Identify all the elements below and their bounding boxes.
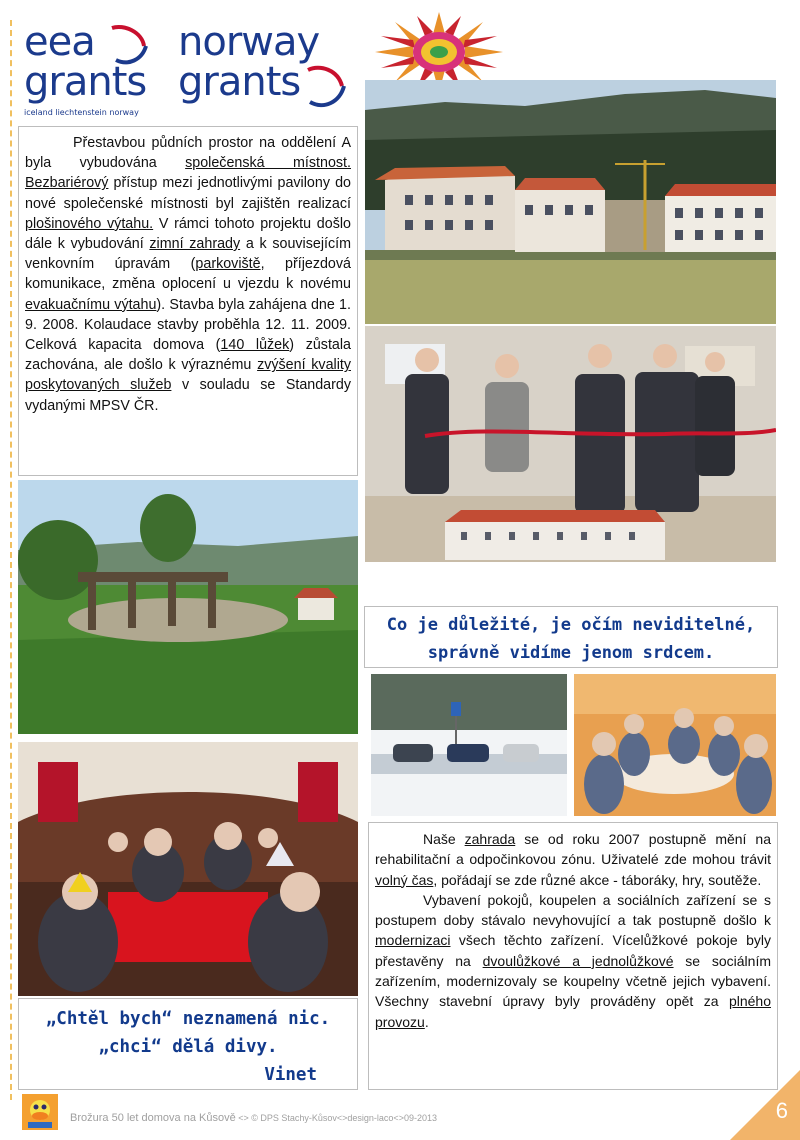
eea-swirl-icon: [24, 19, 174, 117]
eea-line2: grants: [24, 59, 147, 105]
text-segment: v souladu se Standardy vydanými MPSV ČR.: [25, 377, 351, 414]
ribbon-cutting-photo: [365, 326, 776, 562]
underlined-text: evakuačnímu výtahu: [25, 296, 157, 313]
building-exterior-image: [365, 80, 776, 324]
norway-line1: norway: [178, 19, 320, 65]
underlined-text: parkoviště: [195, 256, 261, 273]
text-segment: Naše: [423, 831, 465, 847]
text-segment: Přestavbou půdních prostor na oddělení A byla vybudována: [25, 135, 351, 172]
eea-line1: eea: [24, 19, 95, 65]
footer-copyright: <> © DPS Stachy-Kůsov<>design-laco<>09-2013: [235, 1113, 437, 1123]
underlined-text: plného provozu: [375, 993, 771, 1030]
party-celebration-photo: [18, 742, 358, 996]
duck-mascot-icon: [22, 1094, 58, 1130]
quote-little-prince: [364, 606, 778, 668]
quote-vinet: [18, 998, 358, 1090]
margin-dashed-line: [10, 20, 12, 1100]
eea-grants-logo: [24, 19, 174, 117]
quote1-line2: správně vidíme jenom srdcem.: [427, 643, 715, 663]
eea-tagline: iceland liechtenstein norway: [24, 108, 139, 117]
underlined-text: volný čas: [375, 871, 434, 888]
text-segment: Vybavení pokojů, koupelen a sociálních zařízení se s postupem doby stávalo nevyhovující a tak postupně došlo k: [375, 891, 771, 929]
text-segment: , příjezdová komunikace, změna oplocení u vjezdu k novému: [25, 256, 351, 293]
text-segment: ) zůstala zachována, ale došlo k výraznému: [25, 337, 351, 374]
underlined-text: plošinového výtahu.: [25, 215, 154, 232]
text-segment: , pořádají se zde různé akce - táboráky, hry, soutěže.: [433, 871, 762, 888]
underlined-text: Bezbariérový: [25, 175, 109, 192]
building-exterior-photo: [365, 80, 776, 324]
garden-pergola-image: [18, 480, 358, 734]
seniors-activity-image: [574, 674, 776, 816]
underlined-text: dvoulůžkové a jednolůžkové: [482, 952, 674, 969]
text-segment: všech těchto zařízení. Vícelůžkové pokoje byly přestavěny na: [375, 932, 771, 969]
underlined-text: modernizaci: [375, 932, 451, 949]
quote1-line1: Co je důležité, je očím neviditelné,: [386, 615, 756, 635]
snowy-parking-image: [371, 674, 567, 816]
underlined-text: zvýšení kvality poskytovaných služeb: [25, 357, 351, 394]
seniors-activity-photo: [574, 674, 776, 816]
text-box-garden-modernization: [368, 822, 778, 1090]
text-segment: přístup mezi jednotlivými pavilony do nové společenské místnosti byl zajištěn realizací: [25, 175, 351, 212]
party-celebration-image: [18, 742, 358, 996]
quote2-line2: „chci“ dělá divy.: [98, 1037, 278, 1057]
page-corner-decoration: [730, 1070, 800, 1140]
norway-swirl-icon: [178, 19, 356, 117]
snowy-parking-photo: [371, 674, 567, 816]
norway-line2: grants: [178, 59, 301, 105]
underlined-text: 140 lůžek: [220, 337, 290, 354]
paragraph-garden: [375, 829, 771, 890]
text-segment: V rámci tohoto projektu došlo dále k vybudování: [25, 215, 351, 253]
footer-credits: [70, 1112, 437, 1124]
paragraph-modernization: [375, 890, 771, 1032]
text-segment: .: [424, 1013, 429, 1030]
text-box-reconstruction: [18, 126, 358, 476]
page-number: 6: [775, 1098, 788, 1123]
quote2-line1: „Chtěl bych“ neznamená nic.: [45, 1009, 331, 1029]
ribbon-cutting-image: [365, 326, 776, 562]
text-segment: se od roku 2007 postupně mění na rehabilitační a odpočinkovou zónu. Uživatelé zde mohou trávit: [375, 831, 771, 868]
text-segment: ). Stavba byla zahájena dne 1. 9. 2008. Kolaudace stavby proběhla 12. 11. 2009. Celková kapacita domova (: [25, 296, 351, 354]
footer-title: Brožura 50 let domova na Kůsově: [70, 1112, 236, 1124]
underlined-text: společenská místnost.: [185, 155, 351, 172]
norway-grants-logo: [178, 19, 356, 117]
garden-pergola-photo: [18, 480, 358, 734]
underlined-text: zahrada: [464, 831, 516, 847]
underlined-text: zimní zahrady: [149, 236, 241, 253]
paragraph-reconstruction: [25, 133, 351, 416]
quote2-author: Vinet: [264, 1065, 317, 1085]
text-segment: se sociálním zařízením, modernizovaly se koupelny včetně jejich vybavení. Všechny stavební úpravy byly prováděny opět za: [375, 952, 772, 1010]
text-segment: a k souvisejícím venkovním úpravám (: [25, 236, 351, 273]
